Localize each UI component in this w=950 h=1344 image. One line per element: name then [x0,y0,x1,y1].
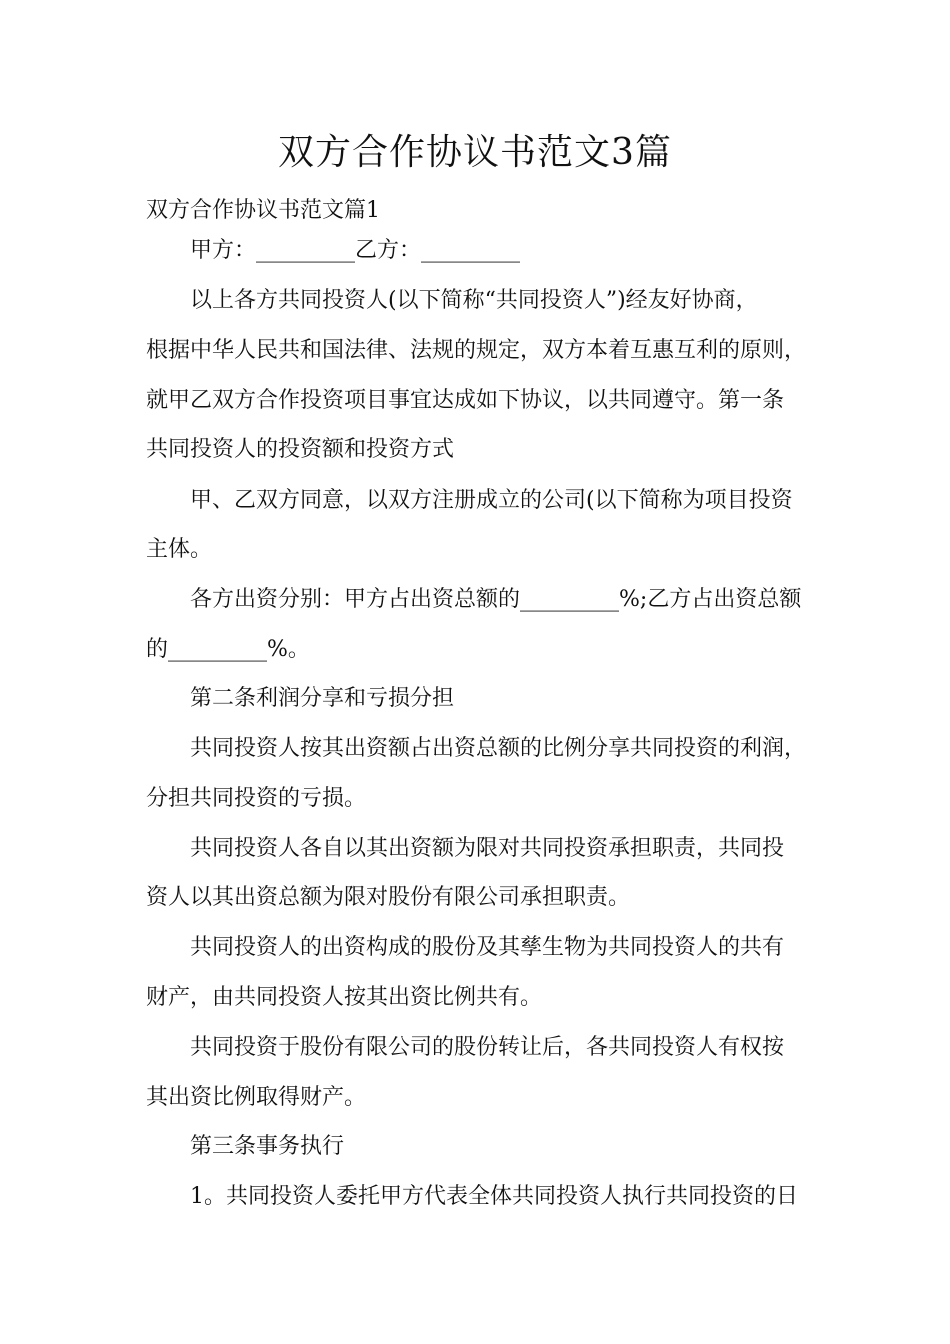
body-line: 财产，由共同投资人按其出资比例共有。 [146,985,543,1010]
body-line: 1。共同投资人委托甲方代表全体共同投资人执行共同投资的日 [190,1184,798,1209]
body-line: 的_________%。 [146,637,310,662]
body-line: 分担共同投资的亏损。 [146,786,367,811]
body-line: 就甲乙双方合作投资项目事宜达成如下协议，以共同遵守。第一条 [146,388,785,413]
body-line: 主体。 [146,537,213,562]
body-line: 共同投资人各自以其出资额为限对共同投资承担职责，共同投 [190,836,785,861]
body-line: 共同投资人的出资构成的股份及其孳生物为共同投资人的共有 [190,935,785,960]
body-line: 共同投资于股份有限公司的股份转让后，各共同投资人有权按 [190,1035,785,1060]
body-line: 资人以其出资总额为限对股份有限公司承担职责。 [146,885,631,910]
body-line: 各方出资分别：甲方占出资总额的_________%;乙方占出资总额 [190,587,802,612]
section-heading: 双方合作协议书范文篇1 [146,198,380,223]
body-line: 共同投资人的投资额和投资方式 [146,437,455,462]
body-line: 其出资比例取得财产。 [146,1085,367,1110]
document-title: 双方合作协议书范文3篇 [278,132,672,173]
article-heading: 第二条利润分享和亏损分担 [190,686,455,711]
body-line: 根据中华人民共和国法律、法规的规定，双方本着互惠互利的原则， [146,338,807,363]
article-heading: 第三条事务执行 [190,1134,345,1159]
parties-line: 甲方：_________乙方：_________ [190,238,521,263]
body-line: 以上各方共同投资人(以下简称“共同投资人”)经友好协商， [190,288,758,313]
body-line: 甲、乙双方同意，以双方注册成立的公司(以下简称为项目投资 [190,488,793,513]
body-line: 共同投资人按其出资额占出资总额的比例分享共同投资的利润， [190,736,807,761]
